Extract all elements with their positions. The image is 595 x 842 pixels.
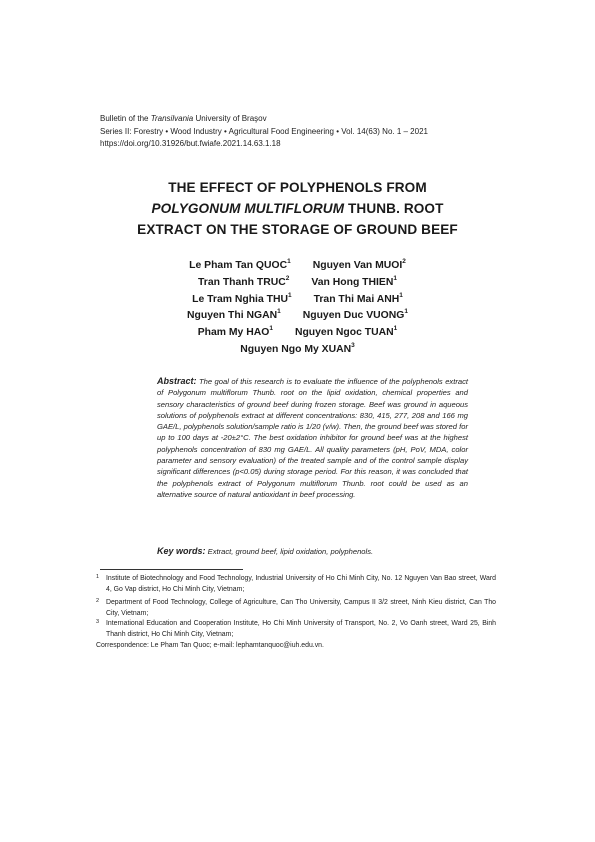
author: Nguyen Duc VUONG$^1$ <box>302 308 408 322</box>
journal-header <box>100 113 520 151</box>
keywords-label: Key words: <box>157 546 206 556</box>
paper-title: THE EFFECT OF POLYPHENOLS FROM POLYGONUM MULTIFLORUM THUNB. ROOT EXTRACT ON THE STORAGE OF GROUND BEEF <box>137 180 458 237</box>
author-row <box>90 325 505 342</box>
author: Le Pham Tan QUOC$^1$ <box>189 258 291 271</box>
abstract-text: The goal of this research is to evaluate the influence of the polyphenols extract of Polygonum multiflorum Thunb. root on the lipid oxidation, chemical properties and sensory characteristics of ground beef during frozen storage. Beef was ground in aqueous solutions of polyphenols extract at different concentrations: 830, 415, 277, 208 and 166 mg GAE/L, polyphenols solution/sample ratio is 1/20 (v/w). Then, the ground beef was stored for up to 100 days at -20±2°C. The best oxidation inhibitor for ground beef was at the highest polyphenols concentration of 830 mg GAE/L. All quality parameters (pH, PoV, MDA, color parameter and sensory evaluation) of the treated sample and of the control sample display significant differences (p<0.05) during storage period. For this reason, it was concluded that the polyphenols extract of Polygonum multiflorum Thunb. root could be used as an alternative source of natural antioxidant in beef processing. <box>157 377 468 499</box>
footnote: 3 International Education and Cooperation Institute, Ho Chi Minh University of Transport, No. 2, Vo Oanh street, Ward 25, Binh Thanh district, Ho Chi Minh City, Vietnam; <box>96 619 496 638</box>
author-row <box>90 258 505 275</box>
footnote-divider <box>100 569 243 570</box>
author: Tran Thi Mai ANH$^1$ <box>313 291 403 305</box>
keywords-text: Extract, ground beef, lipid oxidation, polyphenols. <box>205 547 374 556</box>
author-row <box>90 342 505 359</box>
author: Nguyen Van MUOI$^2$ <box>312 258 406 271</box>
correspondence: Correspondence: Le Pham Tan Quoc; e-mail: lephamtanquoc@iuh.edu.vn. <box>96 642 324 649</box>
author: Nguyen Ngo My XUAN$^3$ <box>240 341 355 355</box>
author: Le Tram Nghia THU$^1$ <box>192 291 292 305</box>
author-row <box>90 275 505 292</box>
doi-link[interactable]: https://doi.org/10.31926/but.fwiafe.2021.14.63.1.18 <box>100 139 281 148</box>
abstract <box>157 376 468 500</box>
abstract-label: Abstract: <box>157 376 197 386</box>
author: Tran Thanh TRUC$^2$ <box>198 274 290 288</box>
author: Pham My HAO$^1$ <box>197 325 273 339</box>
keywords <box>157 546 477 556</box>
journal-name: Bulletin of the Transilvania University of Braşov <box>100 114 267 123</box>
footnote: 1 Institute of Biotechnology and Food Technology, Industrial University of Ho Chi Minh City, No. 12 Nguyen Van Bao street, Ward 4, Go Vap district, Ho Chi Minh City, Vietnam; <box>96 574 496 593</box>
author-row <box>90 308 505 325</box>
author-list <box>90 258 505 359</box>
author-row <box>90 292 505 309</box>
author: Nguyen Ngoc TUAN$^1$ <box>294 325 398 339</box>
author: Van Hong THIEN$^1$ <box>311 274 397 288</box>
footnote: 2 Department of Food Technology, College of Agriculture, Can Tho University, Campus II 3/2 street, Ninh Kieu district, Can Tho City, Vietnam; <box>96 598 496 617</box>
author: Nguyen Thi NGAN$^1$ <box>187 308 281 322</box>
journal-series: Series II: Forestry • Wood Industry • Agricultural Food Engineering • Vol. 14(63) No. 1 – 2021 <box>100 126 428 136</box>
